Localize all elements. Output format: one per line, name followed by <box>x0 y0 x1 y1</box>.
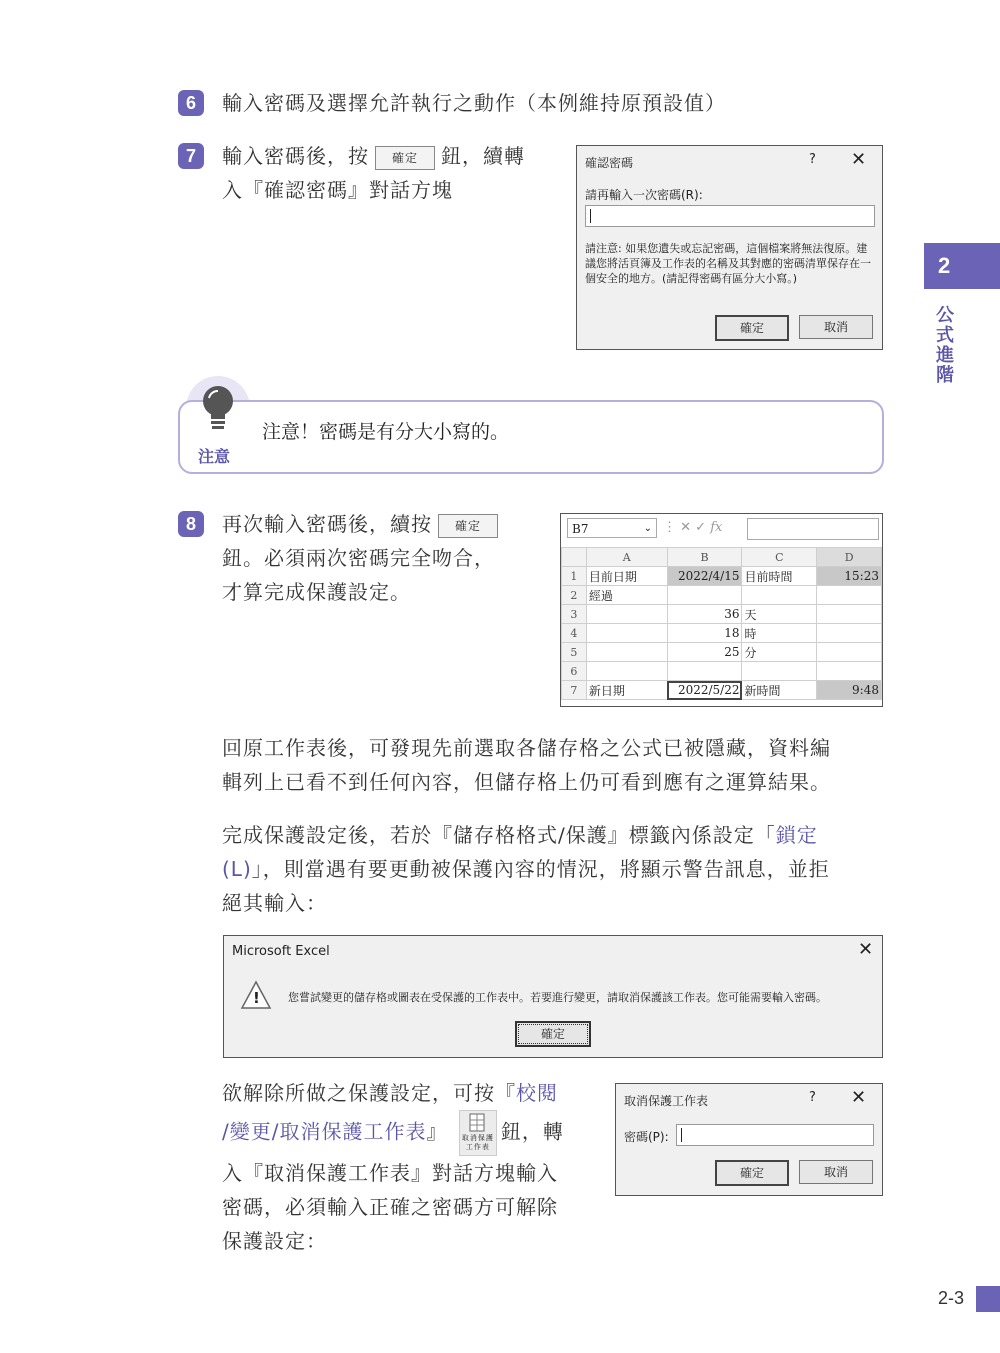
cancel-button[interactable]: 取消 <box>799 1160 873 1184</box>
cell[interactable] <box>742 662 817 681</box>
fx-icon[interactable]: fx <box>710 520 723 535</box>
paragraph-2-text-b: 」，則當遇有要更動被保護內容的情況，將顯示警告訊息，並拒 <box>251 857 830 881</box>
cell[interactable]: 目前日期 <box>586 567 667 586</box>
col-header-c[interactable]: C <box>742 548 817 567</box>
help-icon[interactable]: ? <box>809 1090 816 1105</box>
step-7-badge: 7 <box>178 143 204 169</box>
close-icon[interactable]: ✕ <box>858 939 874 960</box>
close-icon[interactable]: ✕ <box>851 149 867 170</box>
step-6-badge: 6 <box>178 90 204 116</box>
cell[interactable]: 目前時間 <box>742 567 817 586</box>
cell[interactable]: 新時間 <box>742 681 817 700</box>
table-row <box>562 624 882 643</box>
dialog-title: 確認密碼 <box>585 156 634 170</box>
chapter-tab: 2 <box>924 243 1000 289</box>
page-marker <box>976 1286 1000 1312</box>
paragraph-3-text-a: 欲解除所做之保護設定，可按『 <box>222 1081 516 1105</box>
active-cell[interactable]: 2022/5/22 <box>667 681 742 700</box>
paragraph-2-text-c: 絕其輸入： <box>222 891 327 915</box>
help-icon[interactable]: ? <box>809 152 816 167</box>
alert-title: Microsoft Excel <box>232 944 330 959</box>
paragraph-3-text-d: 入『取消保護工作表』對話方塊輸入 <box>222 1161 558 1185</box>
dialog-title: 取消保護工作表 <box>624 1094 709 1108</box>
col-header-a[interactable]: A <box>586 548 667 567</box>
cell[interactable]: 天 <box>742 605 817 624</box>
password-label: 密碼(P): <box>624 1130 669 1144</box>
step-7-text-c: 入『確認密碼』對話方塊 <box>222 178 453 202</box>
step-7-ok-button-image: 確定 <box>375 146 435 170</box>
row-header[interactable]: 1 <box>562 567 587 586</box>
cell[interactable] <box>667 586 742 605</box>
review-tab-link: 校閱 <box>516 1081 558 1105</box>
name-box-value: B7 <box>572 522 589 536</box>
cell[interactable] <box>667 662 742 681</box>
table-row <box>562 662 882 681</box>
cell[interactable] <box>586 662 667 681</box>
cell[interactable]: 25 <box>667 643 742 662</box>
lock-option-link: 鎖定 <box>775 823 818 847</box>
step-8-text <box>222 507 542 609</box>
cell[interactable] <box>586 624 667 643</box>
cell[interactable] <box>586 605 667 624</box>
step-7-text-a: 輸入密碼後，按 <box>222 144 369 168</box>
step-7-text-b: 鈕，續轉 <box>441 144 526 168</box>
lock-option-key: (L) <box>222 857 252 881</box>
confirm-password-dialog <box>576 145 883 350</box>
unprotect-sheet-icon-label: 取消保護工作表 <box>461 1134 494 1151</box>
warning-text: 請注意: 如果您遺失或忘記密碼，這個檔案將無法復原。建議您將活頁簿及工作表的名稱及其對應的密碼清單保存在一個安全的地方。(請記得密碼有區分大小寫。) <box>585 242 871 285</box>
reenter-password-label: 請再輸入一次密碼(R): <box>585 188 703 202</box>
note-label: 注意 <box>198 447 231 466</box>
table-row <box>562 586 882 605</box>
cell[interactable]: 時 <box>742 624 817 643</box>
ok-button[interactable]: 確定 <box>715 1160 789 1186</box>
cell[interactable]: 36 <box>667 605 742 624</box>
column-header-row <box>562 548 882 567</box>
excel-alert-dialog <box>223 935 883 1058</box>
close-icon[interactable]: ✕ <box>851 1087 867 1108</box>
unprotect-sheet-dialog <box>615 1083 883 1196</box>
table-row <box>562 605 882 624</box>
chapter-title: 公式進階 <box>936 305 954 386</box>
row-header[interactable]: 5 <box>562 643 587 662</box>
table-row <box>562 567 882 586</box>
unprotect-command-path: /變更/取消保護工作表 <box>222 1119 427 1144</box>
ok-button[interactable]: 確定 <box>715 315 789 341</box>
cancel-button[interactable]: 取消 <box>799 315 873 339</box>
cell[interactable]: 18 <box>667 624 742 643</box>
step-8-text-a: 再次輸入密碼後，續按 <box>222 512 432 536</box>
row-header[interactable]: 6 <box>562 662 587 681</box>
cell[interactable] <box>817 662 882 681</box>
row-header[interactable]: 2 <box>562 586 587 605</box>
row-header[interactable]: 7 <box>562 681 587 700</box>
paragraph-3-text-c: 鈕，轉 <box>500 1119 564 1144</box>
table-row <box>562 681 882 700</box>
paragraph-3-text-b: 』 <box>426 1119 448 1144</box>
note-text: 注意！密碼是有分大小寫的。 <box>262 421 510 443</box>
password-input[interactable] <box>676 1124 874 1146</box>
cell[interactable] <box>817 605 882 624</box>
paragraph-1 <box>222 731 892 799</box>
chevron-down-icon[interactable]: ⌄ <box>643 523 652 534</box>
paragraph-3 <box>222 1076 592 1258</box>
reenter-password-input[interactable] <box>585 205 875 227</box>
cell[interactable]: 經過 <box>586 586 667 605</box>
warning-icon <box>240 980 272 1010</box>
paragraph-2-text-a: 完成保護設定後，若於『儲存格格式/保護』標籤內係設定「 <box>222 823 776 847</box>
sheet-grid <box>561 547 882 700</box>
cell[interactable]: 新日期 <box>586 681 667 700</box>
paragraph-3-text-f: 保護設定： <box>222 1229 327 1253</box>
paragraph-1-line-2: 輯列上已看不到任何內容，但儲存格上仍可看到應有之運算結果。 <box>222 770 831 794</box>
step-8-text-b: 鈕。必須兩次密碼完全吻合， <box>222 546 495 570</box>
step-6-text: 輸入密碼及選擇允許執行之動作（本例維持原預設值） <box>222 91 726 115</box>
formula-bar-icons: ⋮ ✕ ✓ fx <box>663 520 723 535</box>
cell[interactable]: 15:23 <box>817 567 882 586</box>
page-number: 2-3 <box>938 1288 965 1308</box>
excel-worksheet <box>560 513 883 707</box>
col-header-d[interactable]: D <box>817 548 882 567</box>
cell[interactable] <box>817 643 882 662</box>
table-row <box>562 643 882 662</box>
corner-cell[interactable] <box>562 548 587 567</box>
cell[interactable]: 2022/4/15 <box>667 567 742 586</box>
alert-message: 您嘗試變更的儲存格或圖表在受保護的工作表中。若要進行變更，請取消保護該工作表。您可能需要輸入密碼。 <box>288 991 827 1004</box>
paragraph-2 <box>222 818 892 920</box>
step-7-text <box>222 139 562 207</box>
unprotect-sheet-icon <box>459 1110 497 1156</box>
cell[interactable] <box>586 643 667 662</box>
ok-button[interactable]: 確定 <box>515 1021 591 1047</box>
warning-mark: ! <box>253 989 260 1007</box>
cell[interactable]: 分 <box>742 643 817 662</box>
cell[interactable] <box>817 624 882 643</box>
paragraph-1-line-1: 回原工作表後，可發現先前選取各儲存格之公式已被隱藏，資料編 <box>222 736 831 760</box>
row-header[interactable]: 4 <box>562 624 587 643</box>
col-header-b[interactable]: B <box>667 548 742 567</box>
step-8-ok-button-image: 確定 <box>438 514 498 538</box>
row-header[interactable]: 3 <box>562 605 587 624</box>
paragraph-3-text-e: 密碼，必須輸入正確之密碼方可解除 <box>222 1195 558 1219</box>
step-8-badge: 8 <box>178 511 204 537</box>
name-box[interactable] <box>567 518 657 538</box>
cell[interactable] <box>742 586 817 605</box>
cell[interactable] <box>817 586 882 605</box>
lightbulb-icon <box>198 384 238 436</box>
step-8-text-c: 才算完成保護設定。 <box>222 580 411 604</box>
cell[interactable]: 9:48 <box>817 681 882 700</box>
formula-bar[interactable] <box>747 518 879 540</box>
